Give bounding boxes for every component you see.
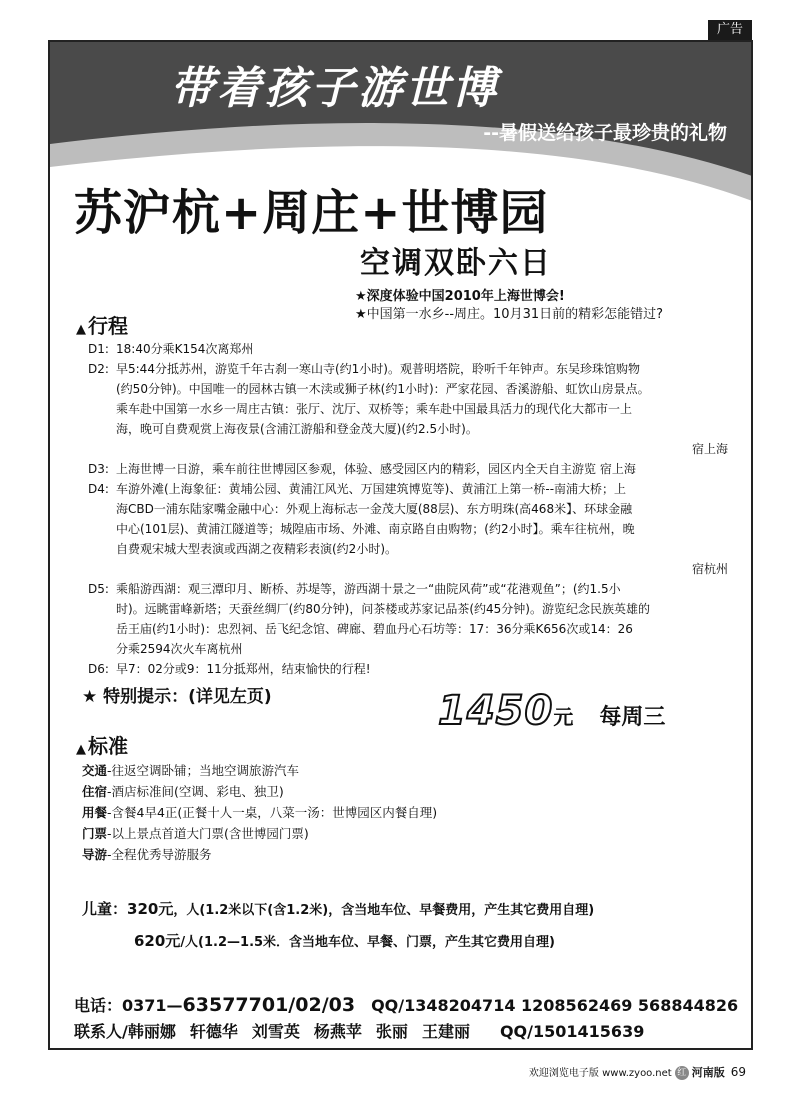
standards-list [82, 760, 437, 865]
itinerary-day: D6: 早7：02分或9：11分抵郑州，结束愉快的行程! [88, 662, 371, 676]
contact-block [74, 992, 739, 1045]
itinerary-day: D4: 车游外滩(上海象征：黄埔公园、黄浦江风光、万国建筑博览等)、黄浦江上第一桥--南浦大桥；上 海CBD一浦东陆家嘴金融中心：外观上海标志一金茂大厦(88层)、东方明珠(高468米】、环球金融 中心(101层)、黄浦江隧道等；城隍庙市场、外滩、南京路自由购物；(约2小时】。乘车往杭州，晚 自费观宋城大型表演或西湖之夜精彩表演(约2小时)。 宿杭州 [88, 479, 728, 579]
advertisement-frame [48, 40, 753, 1050]
standard-item: 交通-往返空调卧铺；当地空调旅游汽车 [82, 763, 300, 778]
highlight-item: ★深度体验中国2010年上海世博会! [355, 289, 565, 304]
itinerary-heading: ▲ 行程 [76, 314, 128, 338]
contact-names-row: 联系人/韩丽娜 轩德华 刘雪英 杨燕苹 张丽 王建丽 QQ/1501415639 [74, 1022, 645, 1041]
child-price-row: 620元/人(1.2—1.5米．含当地车位、早餐、门票，产生其它费用自理) [134, 932, 556, 950]
page-number: 69 [730, 1065, 746, 1079]
phone-number: 63577701/02/03 [182, 994, 356, 1016]
standard-item: 住宿-酒店标准间(空调、彩电、独卫) [82, 784, 284, 799]
stay-label: 宿上海 [691, 442, 728, 456]
itinerary-day: D3: 上海世博一日游，乘车前往世博园区参观，体验、感受园区内的精彩，园区内全天自主游览 宿上海 [88, 462, 636, 476]
publisher-logo-icon: 红 [675, 1066, 689, 1080]
standard-item: 门票-以上景点首道大门票(含世博园门票) [82, 826, 309, 841]
child-price-block [82, 894, 594, 958]
standards-heading: ▲ 标准 [76, 734, 128, 758]
child-price-row: 儿童：320元，人(1.2米以下(含1.2米)，含当地车位、早餐费用，产生其它费用自理) [82, 900, 595, 918]
standard-item: 用餐-含餐4早4正(正餐十人一桌，八菜一汤：世博园区内餐自理) [82, 805, 438, 820]
website-link[interactable]: 欢迎浏览电子版 www.zyoo.net [528, 1068, 672, 1079]
departure-schedule: 每周三 [599, 705, 666, 730]
price-block [438, 688, 665, 734]
banner-subtitle: --暑假送给孩子最珍贵的礼物 [483, 122, 727, 144]
triangle-icon: ▲ [76, 742, 86, 757]
price-unit: 元 [553, 705, 574, 729]
triangle-icon: ▲ [76, 322, 86, 337]
page-footer [529, 1064, 746, 1080]
ad-tag: 广告 [708, 20, 752, 40]
itinerary-list [88, 339, 728, 679]
phone-row: 电话：0371—63577701/02/03 QQ/1348204714 1208562469 568844826 [74, 994, 739, 1016]
banner-title: 带着孩子游世博 [170, 63, 499, 114]
standard-item: 导游-全程优秀导游服务 [82, 847, 212, 862]
itinerary-day: D2: 早5:44分抵苏州，游览千年古刹一寒山寺(约1小时)。观普明塔院，聆听千年钟声。东吴珍珠馆购物 (约50分钟)。中国唯一的园林古镇一木渎或狮子林(约1小时)：严家花园、香溪游船、虹饮山房景点。 乘车赴中国第一水乡一周庄古镇：张厅、沈厅、双桥等；乘车赴中国最具活力的现代化大都市一上 海，晚可自费观赏上海夜景(含浦江游船和登金茂大厦)(约2.5小时)。 宿上海 [88, 359, 728, 459]
qq-numbers: QQ/1348204714 1208562469 568844826 [371, 996, 739, 1015]
itinerary-day: D1: 18:40分乘K154次离郑州 [88, 342, 254, 356]
edition-label: 河南版 [691, 1066, 725, 1079]
highlights-list [355, 288, 663, 324]
price-amount: 1450 [438, 688, 554, 734]
main-title: 苏沪杭+周庄+世博园 [74, 185, 549, 241]
special-tip: ★ 特别提示：(详见左页) [82, 687, 272, 707]
days-title: 空调双卧六日 [360, 246, 552, 281]
itinerary-day: D5: 乘船游西湖：观三潭印月、断桥、苏堤等，游西湖十景之一“曲院风荷”或“花港观鱼”；(约1.5小 时)。远眺雷峰新塔；天蚕丝绸厂(约80分钟)，问茶楼或苏家记品茶(约45分钟)。游览纪念民族英雄的 岳王庙(约1小时)：忠烈祠、岳飞纪念馆、碑廊、碧血丹心石坊等：17：36分乘K656次或14：26 分乘2594次火车离杭州 [88, 582, 650, 656]
highlight-item: ★中国第一水乡--周庄。10月31日前的精彩怎能错过? [355, 307, 664, 322]
stay-label: 宿杭州 [691, 562, 728, 576]
qq-number: QQ/1501415639 [499, 1022, 645, 1041]
